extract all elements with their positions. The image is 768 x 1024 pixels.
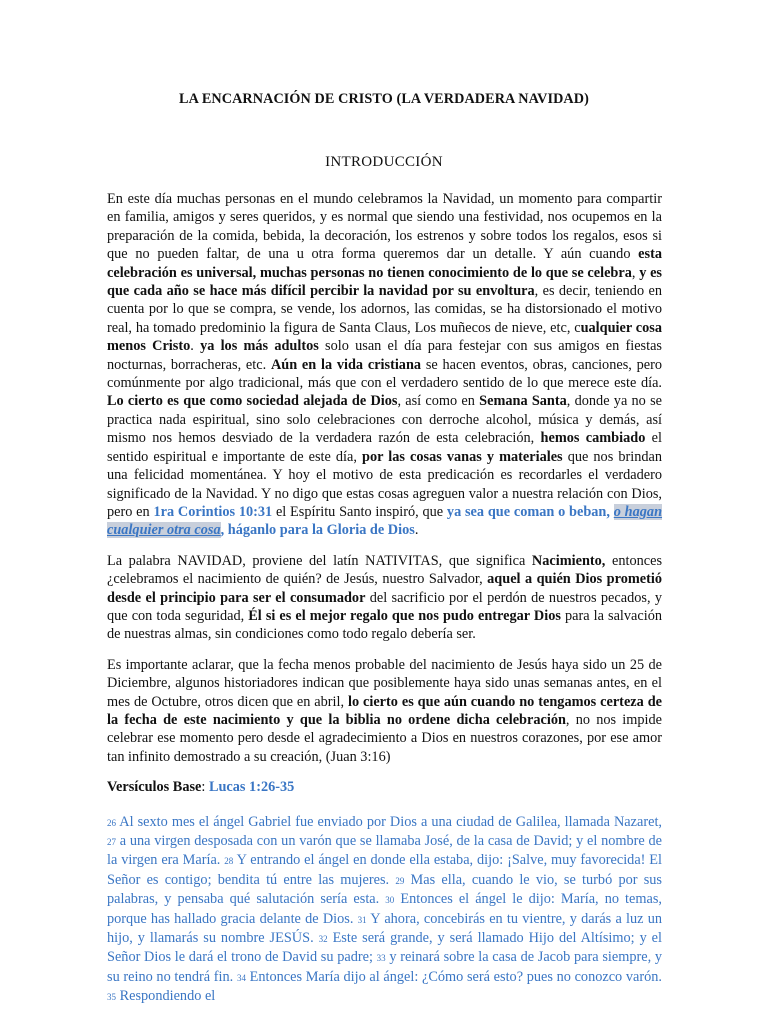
text-run: entonces ¿celebramos el nacimiento de quién? de Jesús, nuestro Salvador, [107,552,663,588]
verse-text: Entonces el ángel le dijo: María, no temas, porque has hallado gracia delante de Dios. [107,891,662,927]
versiculos-label: Versículos Base [107,779,202,796]
bold-run: aquel a quién Dios prometió desde el principio para ser el consumador [107,571,662,606]
paragraph-2 [107,552,662,644]
text-run: , es decir, teniendo en cuenta por lo que se compra, se vende, los adornos, las comidas, se ha distorsionado el motivo real, ha tomado predominio la figura de Santa Claus, Los muñecos de nieve, etc, c [107,283,662,336]
verse-text: Mas ella, cuando le vio, se turbó por sus palabras, y pensaba qué salutación sería esta. [107,871,662,908]
text-run: . [190,338,201,355]
verse-number: 27 [107,837,116,847]
text-run: : [201,779,209,796]
bold-run: por las cosas vanas y materiales [362,448,563,465]
text-run: solo usan el día para festejar con sus amigos en fiestas nocturnas, borracheras, etc. [107,338,662,373]
verse-text: Al sexto mes el ángel Gabriel fue enviado por Dios a una ciudad de Galilea, llamada Nazaret, [116,813,662,830]
highlighted-quote[interactable]: o hagan cualquier otra cosa [107,503,663,539]
verse-number: 28 [224,856,234,867]
text-run: que nos brindan una felicidad momentánea. Y hoy el motivo de esta predicación es recordarles el verdadero significado de la Navidad. Y no digo que estas cosas agreguen valor a nuestra relación con Dios, pero en [107,448,663,520]
text-run: el sentido espiritual e importante de este día, [107,430,662,465]
text-run: , no nos impide celebrar ese momento pero desde el agradecimiento a Dios en nuestros corazones, por ese amor tan infinito demostrado a su creación, (Juan 3:16) [107,711,662,765]
bold-run: ya los más adultos [200,338,319,355]
paragraph-1 [107,190,662,540]
text-run: , así como en [397,393,480,410]
scripture-link-lucas[interactable]: Lucas 1:26-35 [208,779,295,796]
verse-text: Entonces María dijo al ángel: ¿Cómo será esto? pues no conozco varón. [245,968,663,985]
verse-text: Y entrando el ángel en donde ella estaba, dijo: ¡Salve, muy favorecida! El Señor es contigo; bendita tú entre las mujeres. [107,852,662,888]
verse-text: y reinará sobre la casa de Jacob para siempre, y su reino no tendrá fin. [107,949,662,985]
text-run: , [631,264,640,281]
bold-run: Lo cierto es que como sociedad alejada de Dios [107,393,398,410]
verse-text: Respondiendo el [116,988,216,1005]
document-body [107,190,662,1019]
text-run: se hacen eventos, obras, canciones, pero comúnmente por algo tradicional, más que con el verdadero sentido de lo que merece este día. [107,356,662,392]
bold-run: lo cierto es que aún cuando no tengamos certeza de la fecha de este nacimiento y que la biblia no ordene dicha celebración [107,693,662,728]
verse-number: 34 [236,972,246,983]
verse-text: Y ahora, concebirás en tu vientre, y darás a luz un hijo, y llamarás su nombre JESÚS. [107,910,662,947]
verse-number: 29 [395,875,405,886]
text-run: del sacrificio por el perdón de nuestros pecados, y que con toda seguridad, [107,589,663,624]
section-heading-introduccion: INTRODUCCIÓN [325,154,443,170]
verse-number: 33 [376,953,386,964]
text-run: para la salvación de nuestras almas, sin condiciones como todo regalo debería ser. [107,607,662,643]
verse-text: Este será grande, y será llamado Hijo del Altísimo; y el Señor Dios le dará el trono de David su padre; [107,930,663,966]
verse-number: 32 [318,934,328,945]
text-run: el Espíritu Santo inspiró, que [272,503,447,520]
verse-number: 31 [357,914,367,925]
text-run: En este día muchas personas en el mundo celebramos la Navidad, un momento para compartir en familia, amigos y seres queridos, y es normal que siendo una festividad, nos ocupemos en la preparación de la comida, bebida, la decoración, los estrenos y sobre todos los regalos, esos si que no pueden faltar, de una u otra forma queremos dar un detalle. Y aún cuando [107,191,662,263]
text-run: La palabra NAVIDAD, proviene del latín NATIVITAS, que significa [107,552,532,569]
verse-number: 26 [107,817,116,828]
bold-run: Aún en la vida cristiana [270,356,422,373]
text-run: Es importante aclarar, que la fecha menos probable del nacimiento de Jesús haya sido un 25 de Diciembre, algunos historiadores indican que posiblemente haya sido unas semanas antes, en el mes de Octubre, otros dicen que en abril, [107,656,662,710]
bold-run: Semana Santa [479,393,567,410]
text-run: , donde ya no se practica nada espiritual, sino solo celebraciones con derroche alcohol, música y demás, así mismo nos hemos desviado de la verdadera razón de esta celebración, [107,393,662,447]
scripture-passage [107,813,662,1007]
bold-run: hemos cambiado [540,430,646,447]
bold-run: Nacimiento, [531,552,606,569]
text-run: . [414,522,419,539]
bold-run: ualquier cosa menos Cristo [107,319,662,355]
bold-run: Él si es el mejor regalo que nos pudo entregar Dios [248,607,561,624]
document-title: LA ENCARNACIÓN DE CRISTO (LA VERDADERA NAVIDAD) [179,91,589,107]
bold-run: esta celebración es universal, muchas personas no tienen conocimiento de lo que se celebra [107,246,662,281]
verse-number: 35 [107,992,116,1003]
scripture-link-1-corintios[interactable]: 1ra Corintios 10:31 [153,503,273,520]
bold-run: y es que cada año se hace más difícil percibir la navidad por su envoltura [107,264,662,300]
verse-number: 30 [385,895,395,906]
paragraph-3 [107,656,662,766]
scripture-quote-link[interactable]: ya sea que coman o beban, [446,503,614,520]
scripture-quote-link[interactable]: , háganlo para la Gloria de Dios [220,522,415,539]
verse-text: a una virgen desposada con un varón que se llamaba José, de la casa de David; y el nombre de la virgen era María. [107,833,662,869]
versiculos-base-line [107,778,662,796]
